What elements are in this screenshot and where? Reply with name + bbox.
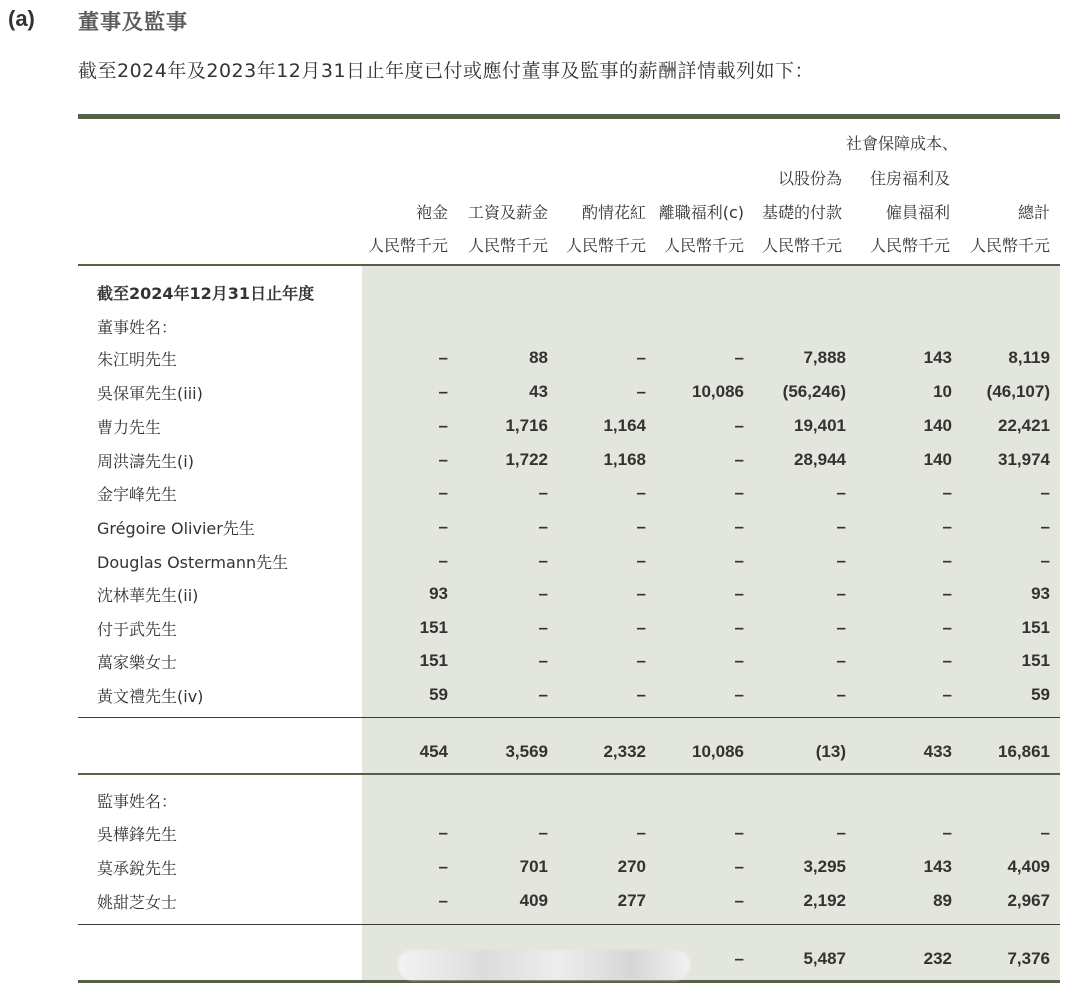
header-share-based-1: 以股份為 — [777, 169, 842, 188]
row-value: 59 — [429, 685, 448, 704]
row-value: 140 — [923, 450, 952, 469]
row-name: 沈林華先生(ii) — [97, 586, 199, 605]
row-name: 姚甜芝女士 — [97, 893, 178, 912]
row-name: 金宇峰先生 — [97, 485, 178, 504]
row-value: 89 — [933, 891, 952, 910]
period-label: 截至2024年12月31日止年度 — [97, 284, 315, 303]
row-value: – — [734, 584, 744, 603]
header-salaries-unit: 人民幣千元 — [467, 236, 548, 255]
header-fees: 袍金 — [415, 203, 448, 222]
supervisors-total-top-rule — [78, 924, 1060, 925]
row-name: 吳樺鋒先生 — [97, 825, 178, 844]
row-name: Grégoire Olivier先生 — [97, 519, 255, 538]
header-total-unit: 人民幣千元 — [969, 236, 1050, 255]
row-value: 151 — [1021, 618, 1050, 637]
row-value: – — [438, 483, 448, 502]
row-value: 7,888 — [803, 348, 846, 367]
redacted-area — [398, 950, 690, 980]
row-value: 701 — [519, 857, 548, 876]
header-social-security-3: 僱員福利 — [885, 203, 950, 222]
row-value: – — [438, 823, 448, 842]
row-name: 付于武先生 — [97, 620, 178, 639]
row-value: 8,119 — [1008, 348, 1050, 367]
row-value: – — [942, 618, 952, 637]
header-social-security-1: 社會保障成本、 — [845, 134, 958, 153]
row-name: Douglas Ostermann先生 — [97, 553, 289, 572]
row-value: 22,421 — [998, 416, 1050, 435]
row-value: 3,295 — [803, 857, 846, 876]
row-value: – — [836, 685, 846, 704]
directors-heading: 董事姓名： — [97, 318, 178, 337]
row-value: – — [836, 618, 846, 637]
row-value: – — [942, 823, 952, 842]
row-value: – — [836, 517, 846, 536]
row-value: 59 — [1031, 685, 1050, 704]
row-name: 朱江明先生 — [97, 350, 178, 369]
row-value: – — [734, 450, 744, 469]
header-fees-unit: 人民幣千元 — [367, 236, 448, 255]
row-value: 1,722 — [505, 450, 548, 469]
row-value: – — [538, 651, 548, 670]
header-rule — [78, 264, 1060, 266]
row-value: – — [538, 551, 548, 570]
row-value: – — [942, 651, 952, 670]
row-value: – — [836, 551, 846, 570]
row-value: – — [538, 483, 548, 502]
directors-total-bottom-rule — [78, 773, 1060, 775]
row-value: – — [538, 618, 548, 637]
header-salaries: 工資及薪金 — [467, 203, 548, 222]
row-value: 2,192 — [803, 891, 846, 910]
row-value: – — [636, 651, 646, 670]
row-value: 4,409 — [1007, 857, 1050, 876]
row-value: – — [734, 949, 744, 968]
row-value: – — [438, 891, 448, 910]
header-termination-unit: 人民幣千元 — [663, 236, 744, 255]
row-value: – — [734, 857, 744, 876]
row-name: 吳保軍先生(iii) — [97, 384, 203, 403]
header-share-based-2: 基礎的付款 — [761, 203, 842, 222]
row-value: 433 — [923, 742, 952, 761]
row-value: 1,164 — [603, 416, 646, 435]
row-value: 19,401 — [794, 416, 846, 435]
section-title: 董事及監事 — [78, 10, 188, 34]
row-value: 143 — [923, 857, 952, 876]
row-value: 10,086 — [692, 382, 744, 401]
row-value: 5,487 — [803, 949, 846, 968]
row-value: 270 — [617, 857, 646, 876]
row-value: – — [942, 551, 952, 570]
row-value: 140 — [923, 416, 952, 435]
row-value: – — [836, 651, 846, 670]
row-value: – — [942, 584, 952, 603]
header-bonus: 酌情花紅 — [581, 203, 646, 222]
row-value: 232 — [923, 949, 952, 968]
row-value: – — [538, 823, 548, 842]
row-value: – — [438, 517, 448, 536]
row-value: – — [636, 823, 646, 842]
row-value: 93 — [1031, 584, 1050, 603]
row-value: – — [734, 651, 744, 670]
row-value: – — [734, 685, 744, 704]
row-value: – — [636, 517, 646, 536]
row-value: – — [734, 823, 744, 842]
row-value: (56,246) — [782, 382, 846, 401]
row-value: – — [636, 584, 646, 603]
row-value: – — [734, 618, 744, 637]
row-value: 16,861 — [998, 742, 1050, 761]
row-value: – — [836, 823, 846, 842]
row-value: – — [836, 483, 846, 502]
row-value: – — [942, 685, 952, 704]
row-value: – — [438, 857, 448, 876]
row-value: – — [942, 483, 952, 502]
row-value: – — [734, 483, 744, 502]
row-value: 151 — [419, 651, 448, 670]
row-value: 143 — [923, 348, 952, 367]
row-value: 10 — [933, 382, 952, 401]
row-value: 151 — [1021, 651, 1050, 670]
row-value: – — [636, 551, 646, 570]
row-value: – — [636, 382, 646, 401]
row-value: 1,168 — [603, 450, 646, 469]
row-value: 1,716 — [505, 416, 548, 435]
row-value: 28,944 — [794, 450, 846, 469]
header-social-security-unit: 人民幣千元 — [869, 236, 950, 255]
header-bonus-unit: 人民幣千元 — [565, 236, 646, 255]
row-name: 萬家樂女士 — [97, 653, 178, 672]
row-value: 277 — [617, 891, 646, 910]
row-value: – — [734, 891, 744, 910]
row-value: – — [734, 517, 744, 536]
row-value: – — [438, 551, 448, 570]
row-value: – — [636, 483, 646, 502]
row-value: 2,967 — [1007, 891, 1050, 910]
table-bottom-rule — [78, 980, 1060, 983]
row-value: – — [438, 348, 448, 367]
row-value: 151 — [419, 618, 448, 637]
row-value: 454 — [419, 742, 448, 761]
row-value: 43 — [529, 382, 548, 401]
row-value: – — [1040, 551, 1050, 570]
row-value: – — [836, 584, 846, 603]
table-top-rule — [78, 114, 1060, 119]
row-value: (13) — [815, 742, 846, 761]
row-value: 3,569 — [505, 742, 548, 761]
row-value: – — [636, 685, 646, 704]
row-value: – — [734, 416, 744, 435]
section-label: (a) — [8, 6, 35, 31]
row-value: – — [1040, 483, 1050, 502]
row-name: 莫承銳先生 — [97, 859, 178, 878]
row-name: 周洪濤先生(i) — [97, 452, 194, 471]
row-value: – — [734, 348, 744, 367]
row-value: 7,376 — [1007, 949, 1050, 968]
row-value: – — [1040, 517, 1050, 536]
row-value: – — [538, 584, 548, 603]
row-name: 黃文禮先生(iv) — [97, 687, 204, 706]
row-value: 88 — [529, 348, 548, 367]
row-value: – — [538, 517, 548, 536]
row-value: – — [734, 551, 744, 570]
row-value: – — [438, 382, 448, 401]
row-value: (46,107) — [986, 382, 1050, 401]
header-total: 總計 — [1017, 203, 1050, 222]
header-termination: 離職福利(c) — [658, 203, 744, 222]
intro-text: 截至2024年及2023年12月31日止年度已付或應付董事及監事的薪酬詳情載列如下： — [78, 60, 815, 82]
supervisors-heading: 監事姓名： — [97, 792, 178, 811]
row-value: – — [1040, 823, 1050, 842]
row-value: – — [636, 348, 646, 367]
row-value: – — [942, 517, 952, 536]
row-value: 10,086 — [692, 742, 744, 761]
row-value: 2,332 — [603, 742, 646, 761]
header-social-security-2: 住房福利及 — [869, 169, 950, 188]
header-share-based-unit: 人民幣千元 — [761, 236, 842, 255]
row-value: – — [438, 416, 448, 435]
directors-total-top-rule — [78, 717, 1060, 718]
row-value: – — [636, 618, 646, 637]
row-value: – — [438, 450, 448, 469]
row-value: 409 — [519, 891, 548, 910]
row-value: – — [538, 685, 548, 704]
row-name: 曹力先生 — [97, 418, 162, 437]
row-value: 93 — [429, 584, 448, 603]
row-value: 31,974 — [998, 450, 1050, 469]
